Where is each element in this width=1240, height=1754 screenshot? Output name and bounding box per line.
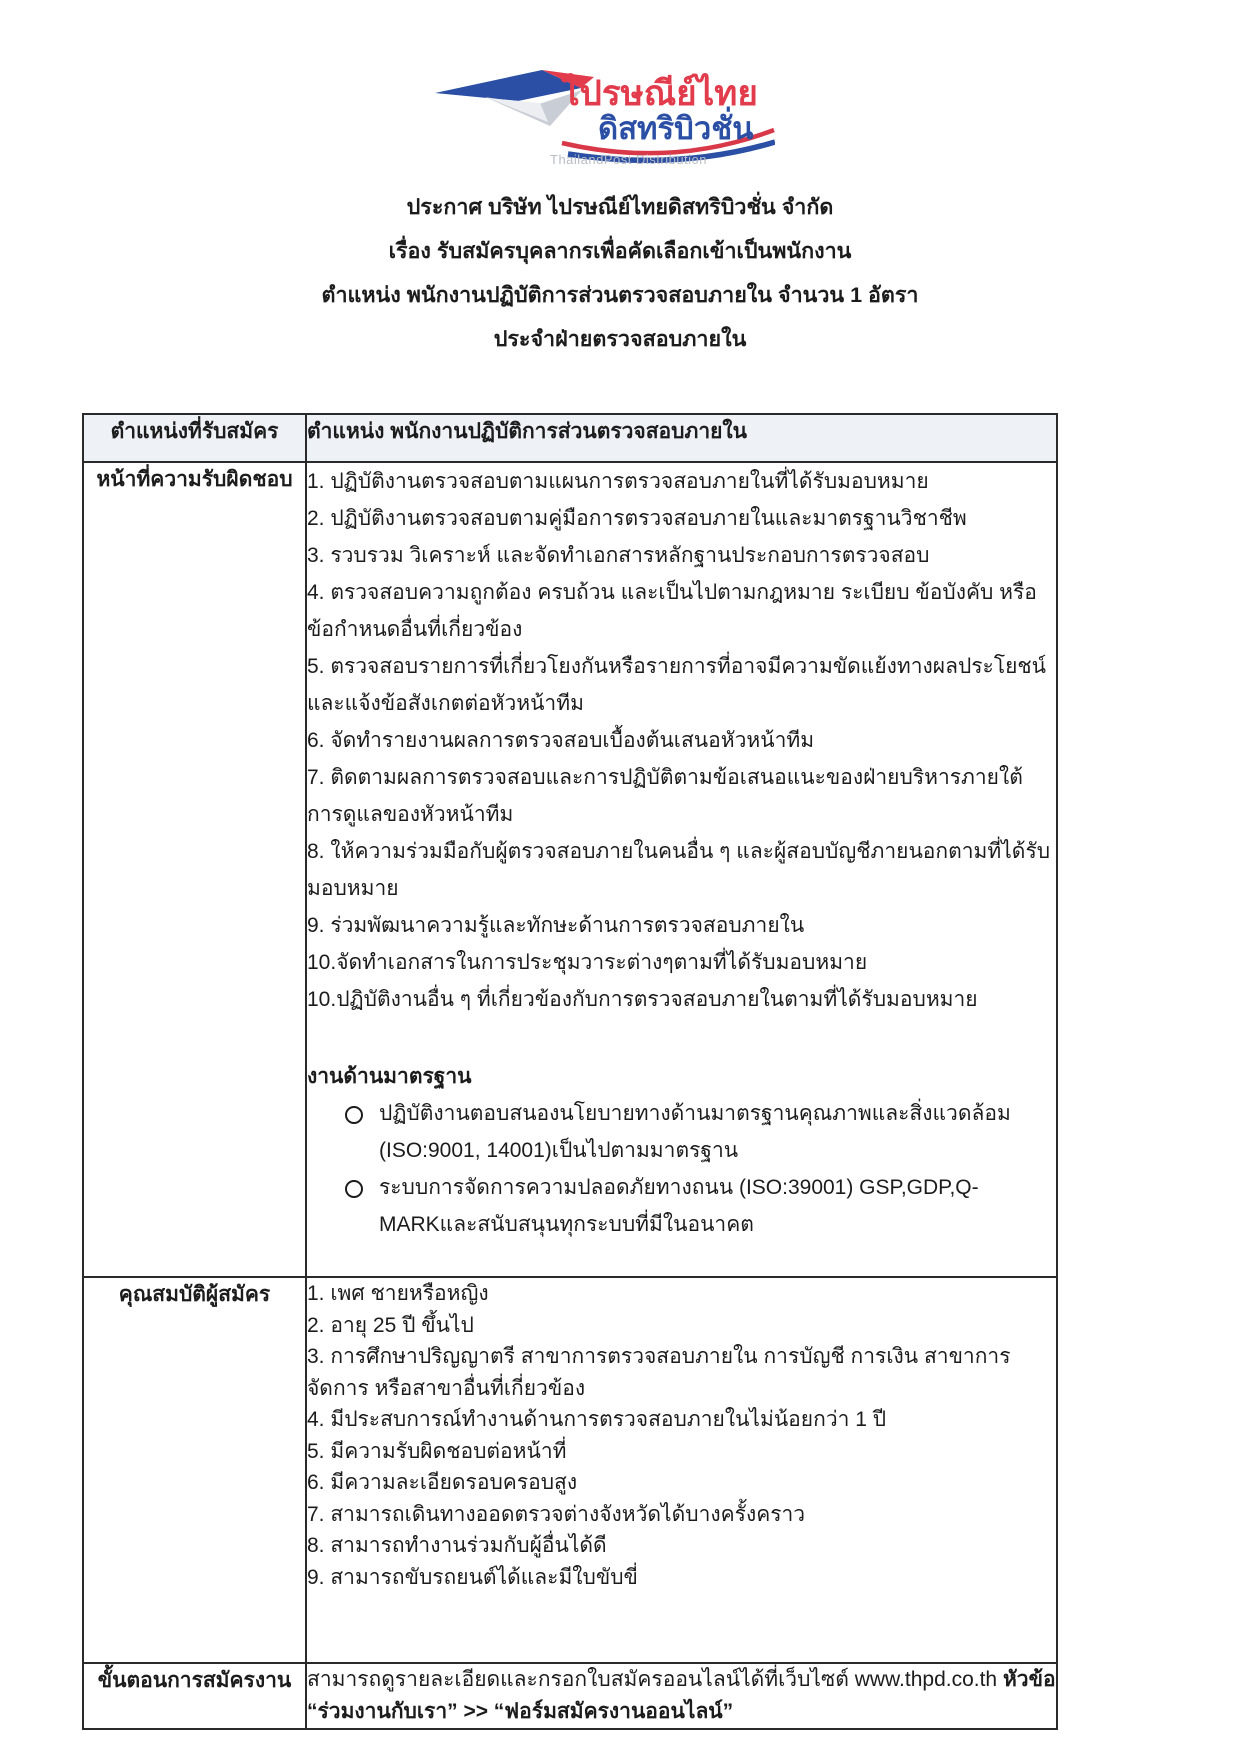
qualifications-row-label: คุณสมบัติผู้สมัคร [83,1277,306,1663]
title-line-position: ตำแหน่ง พนักงานปฏิบัติการส่วนตรวจสอบภายใน จำนวน 1 อัตรา [321,283,919,307]
standards-bullet-item [345,1095,1056,1169]
duty-item: 10.ปฏิบัติงานอื่น ๆ ที่เกี่ยวข้องกับการตรวจสอบภายในตามที่ได้รับมอบหมาย [307,988,978,1011]
application-row-content [306,1663,1057,1729]
logo-brand-thai-line2: ดิสทริบิวชั่น [598,111,754,146]
duty-item: 10.จัดทำเอกสารในการประชุมวาระต่างๆตามที่ได้รับมอบหมาย [307,951,868,974]
logo-brand-thai-line1: ไปรษณีย์ไทย [562,74,758,113]
application-instruction-line1 [307,1664,1056,1696]
qualification-item: 1. เพศ ชายหรือหญิง [307,1282,489,1305]
logo-tagline: ThailandPost Distribution [550,152,708,167]
duties-row-content [306,462,1057,1277]
qualification-item: 3. การศึกษาปริญญาตรี สาขาการตรวจสอบภายใน การบัญชี การเงิน สาขาการจัดการ หรือสาขาอื่นที่เกี่ยวข้อง [307,1345,1011,1400]
qualification-item: 5. มีความรับผิดชอบต่อหน้าที่ [307,1439,567,1463]
qualifications-row-content [306,1277,1057,1663]
qualification-item: 2. อายุ 25 ปี ขึ้นไป [307,1313,474,1337]
standards-bullet-item [345,1169,1056,1243]
qualification-item: 9. สามารถขับรถยนต์ได้และมีใบขับขี่ [307,1565,638,1589]
table-row-duties [83,462,1057,1277]
application-instruction-text: สามารถดูรายละเอียดและกรอกใบสมัครออนไลน์ได้ที่เว็บไซต์ www.thpd.co.th [307,1668,1003,1691]
circle-bullet-icon [345,1106,363,1124]
application-instruction-line2: “ร่วมงานกับเรา” >> “ฟอร์มสมัครงานออนไลน์” [307,1700,734,1723]
title-line-subject: เรื่อง รับสมัครบุคลากรเพื่อคัดเลือกเข้าเป็นพนักงาน [388,239,852,263]
duty-item: 3. รวบรวม วิเคราะห์ และจัดทำเอกสารหลักฐานประกอบการตรวจสอบ [307,544,930,567]
qualification-item: 7. สามารถเดินทางออดตรวจต่างจังหวัดได้บางครั้งคราว [307,1502,806,1526]
standards-section-header: งานด้านมาตรฐาน [307,1065,472,1088]
duties-row-label: หน้าที่ความรับผิดชอบ [83,462,306,1277]
table-row-application [83,1663,1057,1729]
duty-item: 5. ตรวจสอบรายการที่เกี่ยวโยงกันหรือรายการที่อาจมีความขัดแย้งทางผลประโยชน์ และแจ้งข้อสังเกตต่อหัวหน้าทีม [307,655,1047,715]
title-line-company: ประกาศ บริษัท ไปรษณีย์ไทยดิสทริบิวชั่น จำกัด [406,195,834,219]
qualification-item: 4. มีประสบการณ์ทำงานด้านการตรวจสอบภายในไม่น้อยกว่า 1 ปี [307,1408,887,1431]
duty-item: 7. ติดตามผลการตรวจสอบและการปฏิบัติตามข้อเสนอแนะของฝ่ายบริหารภายใต้การดูแลของหัวหน้าทีม [307,766,1023,826]
application-row-label: ขั้นตอนการสมัครงาน [83,1663,306,1729]
title-line-department: ประจำฝ่ายตรวจสอบภายใน [493,327,747,351]
position-row-label: ตำแหน่งที่รับสมัคร [83,414,306,462]
standards-bullet-text: ระบบการจัดการความปลอดภัยทางถนน (ISO:39001) GSP,GDP,Q-MARKและสนับสนุนทุกระบบที่มีในอนาคต [379,1176,979,1236]
job-details-table [82,413,1058,1730]
duty-item: 2. ปฏิบัติงานตรวจสอบตามคู่มือการตรวจสอบภายในและมาตรฐานวิชาชีพ [307,507,967,530]
position-row-value: ตำแหน่ง พนักงานปฏิบัติการส่วนตรวจสอบภายใน [306,414,1057,462]
table-row-position [83,414,1057,462]
standards-bullet-text: ปฏิบัติงานตอบสนองนโยบายทางด้านมาตรฐานคุณภาพและสิ่งแวดล้อม (ISO:9001, 14001)เป็นไปตามมาตรฐาน [379,1102,1011,1162]
qualification-item: 8. สามารถทำงานร่วมกับผู้อื่นได้ดี [307,1534,607,1557]
duty-item: 1. ปฏิบัติงานตรวจสอบตามแผนการตรวจสอบภายในที่ได้รับมอบหมาย [307,470,929,493]
duty-item: 8. ให้ความร่วมมือกับผู้ตรวจสอบภายในคนอื่น ๆ และผู้สอบบัญชีภายนอกตามที่ได้รับมอบหมาย [307,840,1051,900]
application-instruction-topic-word: หัวข้อ [1002,1668,1056,1691]
announcement-title-block [0,185,1240,361]
qualification-item: 6. มีความละเอียดรอบครอบสูง [307,1471,578,1494]
thailandpost-distribution-logo [430,66,775,172]
duty-item: 9. ร่วมพัฒนาความรู้และทักษะด้านการตรวจสอบภายใน [307,914,805,937]
table-row-qualifications [83,1277,1057,1663]
duty-item: 6. จัดทำรายงานผลการตรวจสอบเบื้องต้นเสนอหัวหน้าทีม [307,729,815,752]
circle-bullet-icon [345,1180,363,1198]
duty-item: 4. ตรวจสอบความถูกต้อง ครบถ้วน และเป็นไปตามกฎหมาย ระเบียบ ข้อบังคับ หรือข้อกำหนดอื่นที่เกี่ยวข้อง [307,581,1037,641]
